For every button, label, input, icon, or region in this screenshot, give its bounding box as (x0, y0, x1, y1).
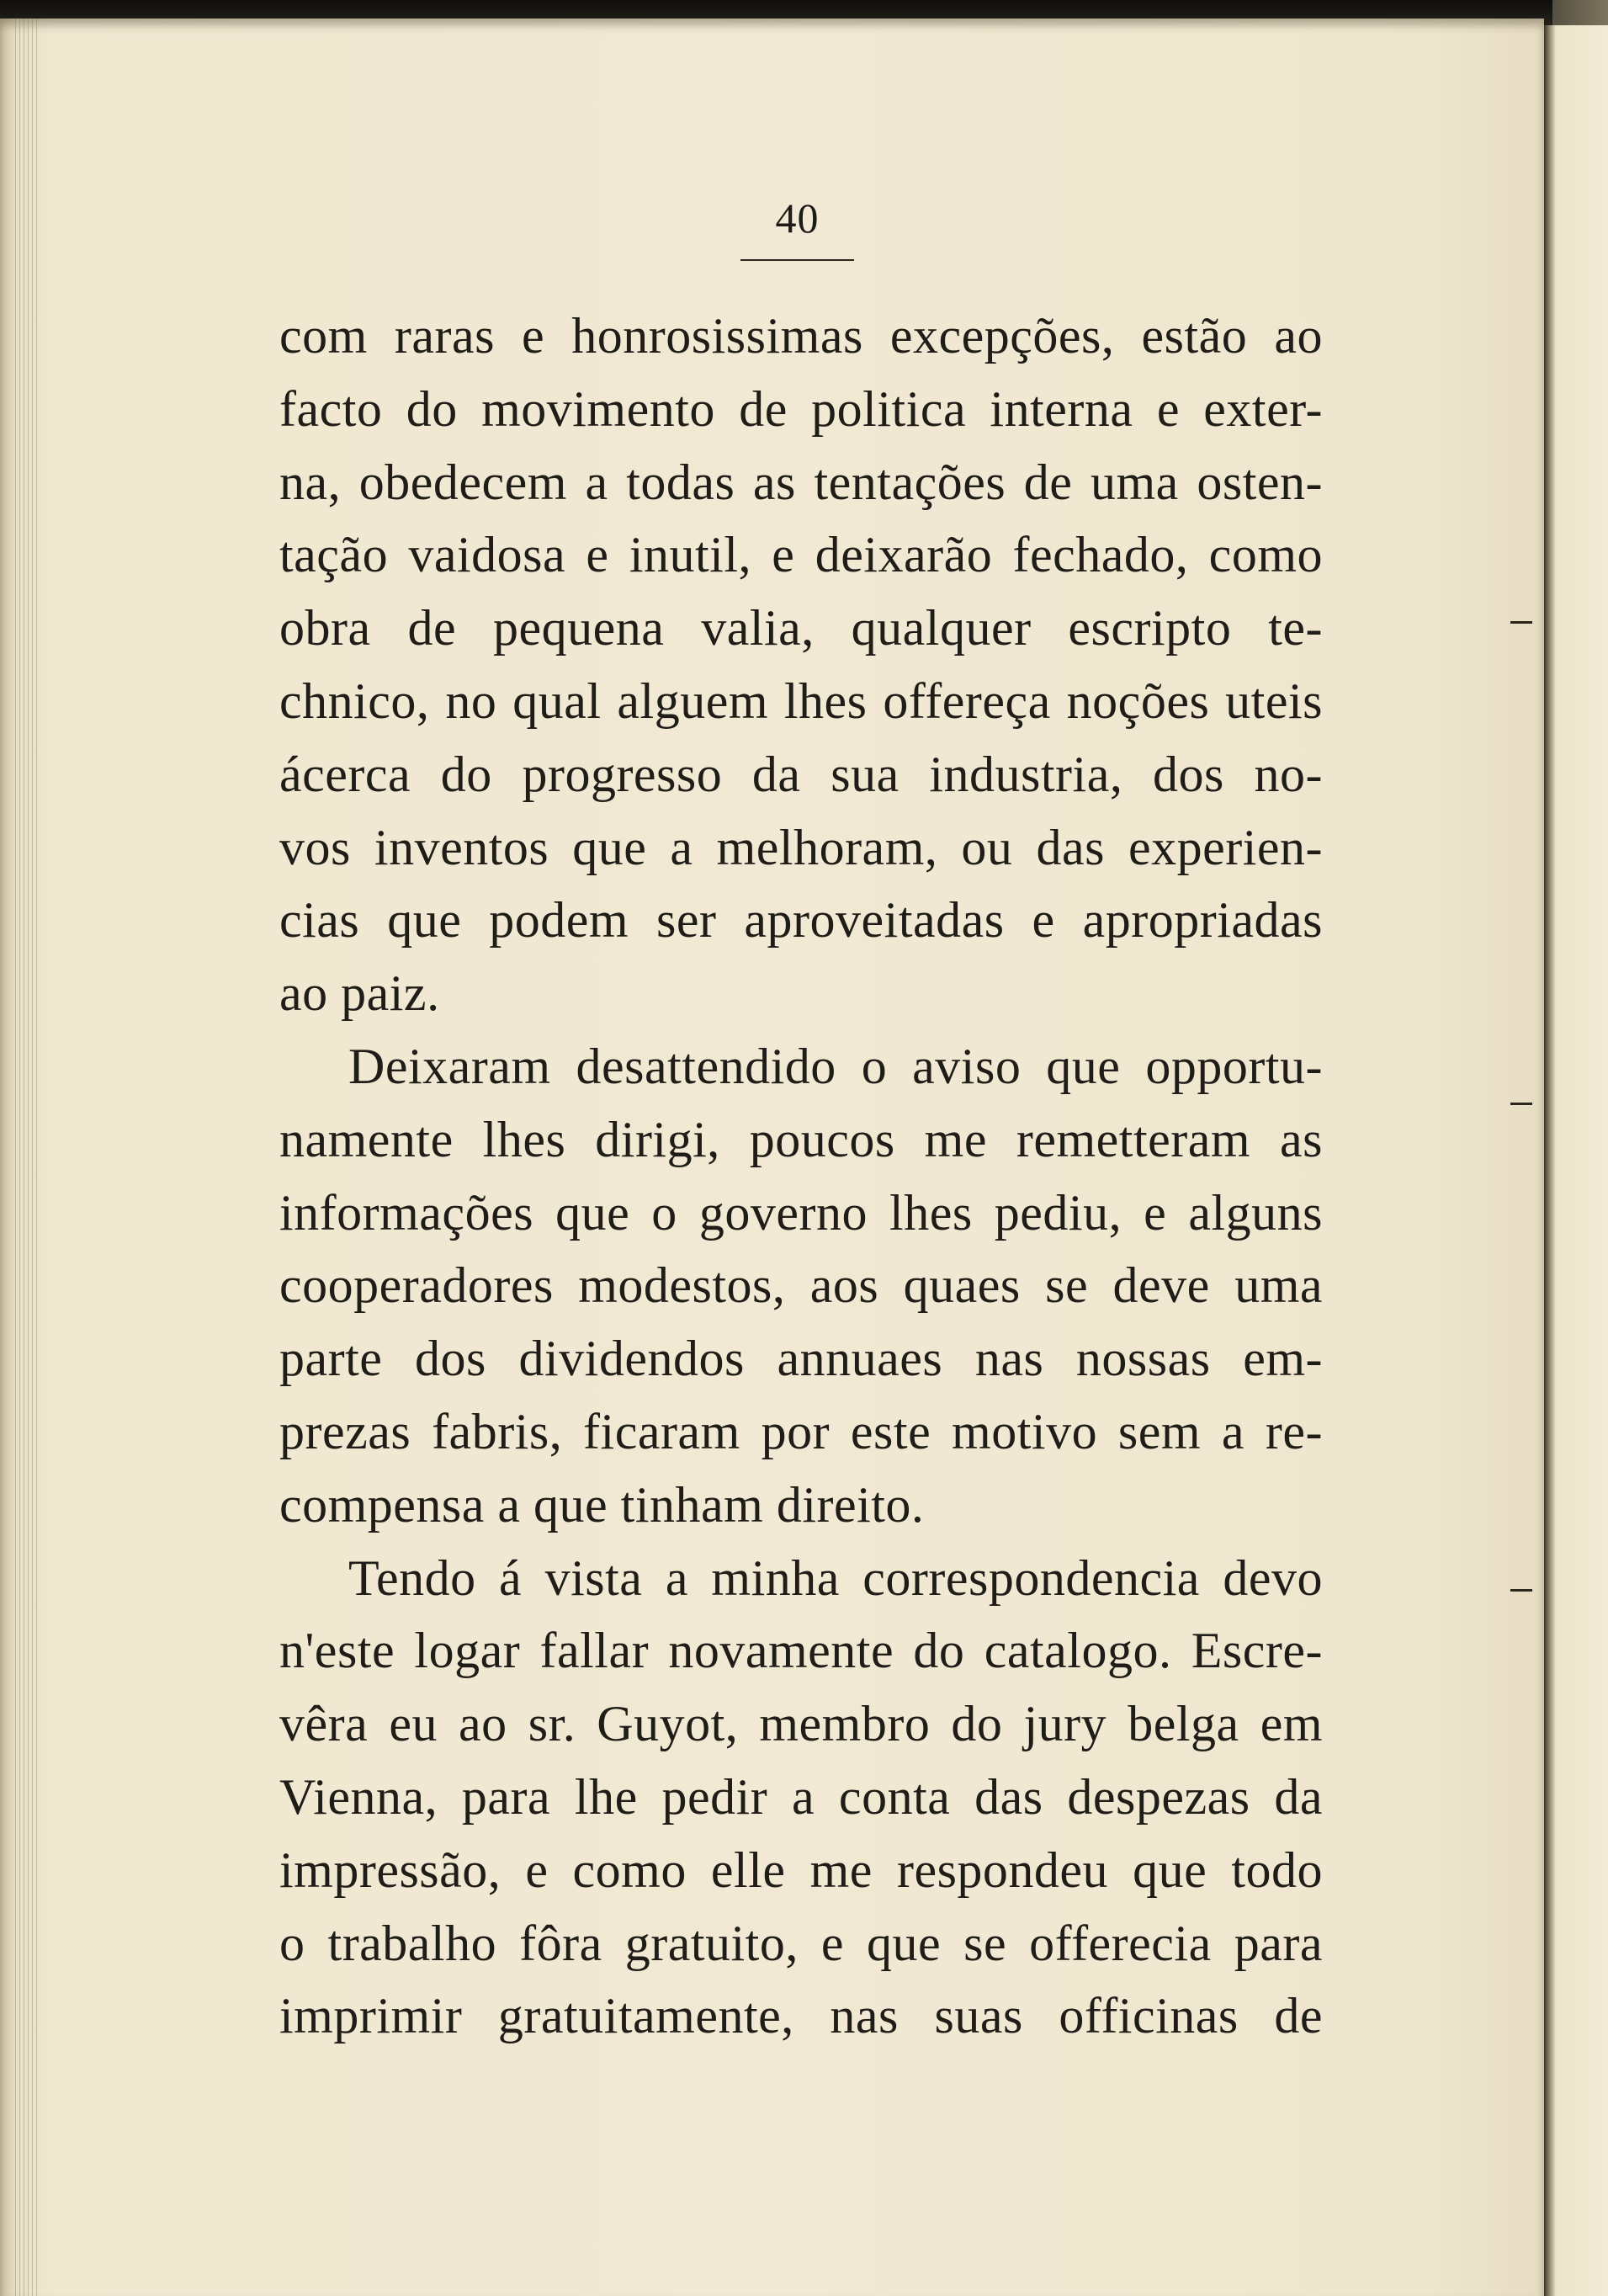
text-line: ao paiz. (279, 965, 440, 1022)
text-line: ácerca do progresso da sua industria, dos no- (279, 746, 1323, 802)
page-number: 40 (775, 194, 820, 242)
text-line: facto do movimento de politica interna e exter- (279, 380, 1323, 437)
margin-mark (1510, 621, 1532, 624)
text-line: cias que podem ser aproveitadas e apropriadas (279, 892, 1323, 949)
text-line: informações que o governo lhes pediu, e alguns (279, 1184, 1323, 1241)
text-line: Deixaram desattendido o aviso que opportu- (348, 1038, 1323, 1094)
page-number-rule (740, 259, 854, 261)
text-line: cooperadores modestos, aos quaes se deve uma (279, 1257, 1323, 1314)
margin-mark (1510, 1103, 1532, 1105)
text-line: compensa a que tinham direito. (279, 1476, 925, 1533)
text-line: vos inventos que a melhoram, ou das experien- (279, 819, 1323, 875)
text-line: n'este logar fallar novamente do catalogo. Escre- (279, 1623, 1323, 1679)
text-line: Vienna, para lhe pedir a conta das despezas da (279, 1768, 1323, 1825)
text-line: imprimir gratuitamente, nas suas officinas de (279, 1988, 1323, 2044)
text-line: na, obedecem a todas as tentações de uma osten- (279, 454, 1323, 510)
margin-mark (1510, 1589, 1532, 1592)
text-line: vêra eu ao sr. Guyot, membro do jury belga em (279, 1696, 1323, 1752)
text-line: namente lhes dirigi, poucos me remetteram as (279, 1111, 1323, 1167)
body-text (279, 300, 1323, 2053)
text-line: parte dos dividendos annuaes nas nossas em- (279, 1331, 1323, 1387)
text-line: obra de pequena valia, qualquer escripto te- (279, 600, 1323, 656)
text-line: prezas fabris, ficaram por este motivo sem a re- (279, 1403, 1323, 1459)
text-line: chnico, no qual alguem lhes offereça noções uteis (279, 672, 1323, 729)
next-page-edge (1544, 25, 1608, 2296)
text-line: impressão, e como elle me respondeu que todo (279, 1842, 1323, 1898)
text-line: Tendo á vista a minha correspondencia devo (348, 1549, 1323, 1606)
page-binding-edge (15, 19, 39, 2296)
text-line: tação vaidosa e inutil, e deixarão fechado, como (279, 527, 1323, 583)
text-line: o trabalho fôra gratuito, e que se offerecia para (279, 1915, 1323, 1971)
text-line: com raras e honrosissimas excepções, estão ao (279, 308, 1323, 364)
